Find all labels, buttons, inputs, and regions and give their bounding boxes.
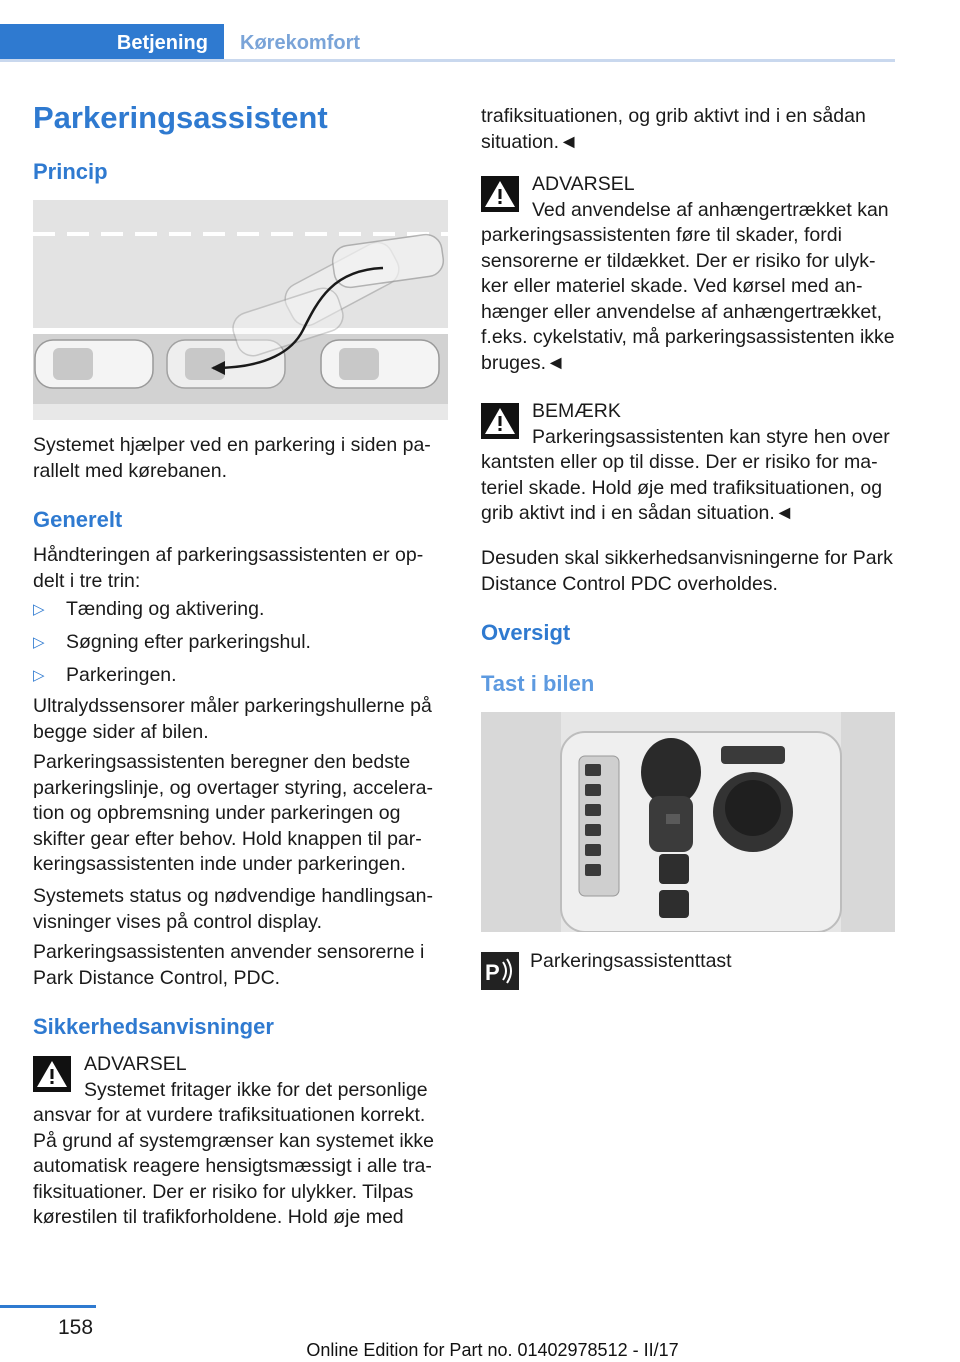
warning-title: ADVARSEL xyxy=(84,1053,187,1075)
heading-generelt: Generelt xyxy=(33,507,123,532)
parking-diagram-svg xyxy=(33,200,448,420)
warning-triangle-icon xyxy=(33,1056,71,1092)
warning-text: Ved anvendelse af anhængertrækket kan parkeringsassistenten føre til skader, fordi sensorerne er tildækket. Der er risiko for ulyk-ker eller materiel skade. Ved kørsel med an-hænger eller anvendelse af anhængertrækket, f.eks. cykelstativ, må parkeringsassistenten ikke bruges.◄ xyxy=(481,198,895,374)
warning-triangle-icon xyxy=(481,176,519,212)
heading-princip: Princip xyxy=(33,159,108,184)
heading-safety: Sikkerhedsanvisninger xyxy=(33,1014,274,1039)
warning-continuation: trafiksituationen, og grib aktivt ind i en sådan situation.◄ xyxy=(481,105,866,153)
list-item: ▷ Søgning efter parkeringshul. xyxy=(33,630,311,656)
edition-text: Online Edition for Part no. 01402978512 - II/17 xyxy=(306,1340,679,1360)
header-divider xyxy=(0,59,895,62)
paragraph-pdc-sensors: Parkeringsassistenten anvender sensorerne i Park Distance Control, PDC. xyxy=(33,941,425,989)
warning-block xyxy=(33,1052,448,1231)
page-number: 158 xyxy=(58,1316,94,1339)
bullet-arrow-icon: ▷ xyxy=(33,667,45,684)
note-block xyxy=(481,399,896,527)
list-item: ▷ Tænding og aktivering. xyxy=(33,597,264,623)
princip-text: Systemet hjælper ved en parkering i siden pa-rallelt med kørebanen. xyxy=(33,434,431,482)
list-item: ▷ Parkeringen. xyxy=(33,663,177,689)
parking-diagram-image xyxy=(33,200,448,420)
warning-text: Systemet fritager ikke for det personlige ansvar for at vurdere trafiksituationen korrekt. På grund af systemgrænser kan systemet ikke automatisk reagere hensigtsmæssigt i alle tra-fiksituationer. Der er risiko for ulykker. Tilpas kørestilen til trafikforholdene. Hold øje med xyxy=(33,1078,434,1228)
note-text: Parkeringsassistenten kan styre hen over kantsten eller op til disse. Der er risiko for ma-teriel skade. Hold øje med trafiksituationen, og grib aktivt ind i en sådan situation.◄ xyxy=(481,425,890,524)
tab-korekomfort[interactable]: Kørekomfort xyxy=(240,32,361,54)
warning-block xyxy=(481,172,896,376)
note-title: BEMÆRK xyxy=(532,400,621,422)
heading-tast-i-bilen: Tast i bilen xyxy=(481,671,595,696)
console-svg xyxy=(481,712,895,932)
parking-assistant-icon xyxy=(481,952,519,990)
paragraph-status: Systemets status og nødvendige handlingsan-visninger vises på control display. xyxy=(33,885,433,933)
footer-divider xyxy=(0,1305,96,1308)
paragraph-pdc: Desuden skal sikkerhedsanvisningerne for Park Distance Control PDC overholdes. xyxy=(481,547,893,595)
bullet-arrow-icon: ▷ xyxy=(33,601,45,618)
header-tabs xyxy=(0,24,895,62)
button-caption: Parkeringsassistenttast xyxy=(530,950,732,972)
svg-text:P: P xyxy=(485,960,500,985)
generelt-text: Håndteringen af parkeringsassistenten er op-delt i tre trin: xyxy=(33,544,424,592)
warning-triangle-icon xyxy=(481,403,519,439)
page-title: Parkeringsassistent xyxy=(33,100,328,135)
bullet-arrow-icon: ▷ xyxy=(33,634,45,651)
heading-oversigt: Oversigt xyxy=(481,620,571,645)
paragraph-steering: Parkeringsassistenten beregner den bedste parkeringslinje, og overtager styring, accelera-tion og opbremsning under parkeringen og skifter gear efter behov. Hold knappen til par-keringsassistenten inde under parkeringen. xyxy=(33,751,433,875)
paragraph-sensors: Ultralydssensorer måler parkeringshullerne på begge sider af bilen. xyxy=(33,695,432,743)
warning-title: ADVARSEL xyxy=(532,173,635,195)
tab-betjening[interactable]: Betjening xyxy=(0,24,224,62)
console-image xyxy=(481,712,895,932)
